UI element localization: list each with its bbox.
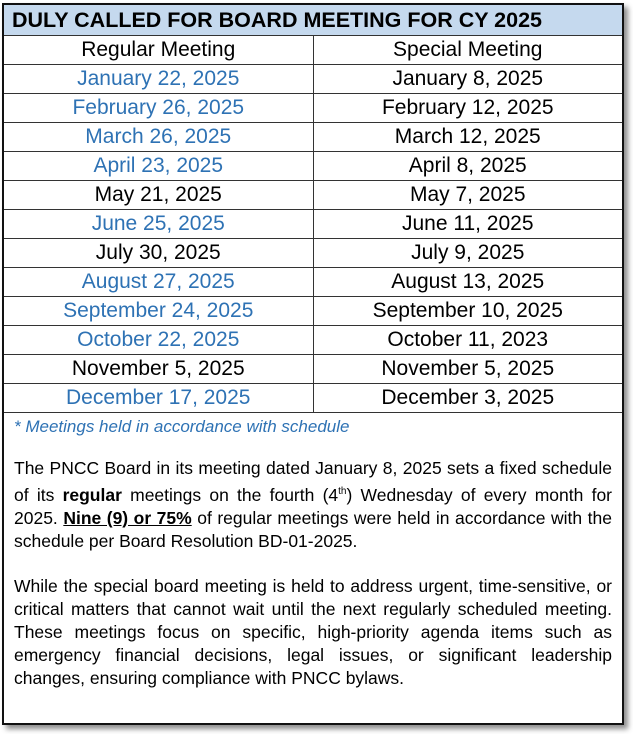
special-meeting-date: May 7, 2025	[313, 181, 622, 210]
special-meeting-date: September 10, 2025	[313, 297, 622, 326]
regular-meeting-date: March 26, 2025	[4, 123, 313, 152]
regular-meeting-date: February 26, 2025	[4, 94, 313, 123]
paragraph1-bold-regular: regular	[62, 484, 122, 505]
schedule-row	[4, 152, 622, 181]
schedule-row	[4, 297, 622, 326]
special-meeting-date: October 11, 2023	[313, 326, 622, 355]
schedule-row	[4, 210, 622, 239]
meeting-schedule-table	[4, 5, 622, 413]
paragraph1-text-1: The PNCC Board in its meeting dated January 8, 2025 sets a fixed schedule of its	[14, 458, 612, 505]
schedule-row	[4, 326, 622, 355]
special-meeting-date: December 3, 2025	[313, 384, 622, 413]
paragraph1-text-2: meetings on the fourth (4	[121, 484, 339, 505]
regular-meeting-date: April 23, 2025	[4, 152, 313, 181]
schedule-row	[4, 123, 622, 152]
schedule-row	[4, 239, 622, 268]
special-meeting-date: April 8, 2025	[313, 152, 622, 181]
schedule-rows	[4, 65, 622, 413]
special-meeting-date: July 9, 2025	[313, 239, 622, 268]
schedule-legend-note: * Meetings held in accordance with schedule	[14, 417, 350, 436]
regular-meeting-date: December 17, 2025	[4, 384, 313, 413]
special-meeting-paragraph: While the special board meeting is held to address urgent, time-sensitive, or critical matters that cannot wait until the next regularly scheduled meeting. These meetings focus on specific, high-priority agenda items such as emergency financial decisions, legal issues, or significant leadership changes, ensuring compliance with PNCC bylaws.	[14, 575, 612, 688]
regular-meeting-date: August 27, 2025	[4, 268, 313, 297]
schedule-row	[4, 268, 622, 297]
regular-meeting-date: June 25, 2025	[4, 210, 313, 239]
column-header-regular: Regular Meeting	[4, 36, 313, 65]
paragraph1-text-3: ) Wednesday of every month for 2025.	[14, 484, 613, 528]
special-meeting-date: June 11, 2025	[313, 210, 622, 239]
regular-meeting-date: November 5, 2025	[4, 355, 313, 384]
schedule-row	[4, 181, 622, 210]
regular-meeting-date: May 21, 2025	[4, 181, 313, 210]
paragraph1-text-4: of regular meetings were held in accordance with the schedule per Board Resolution BD-01-2025.	[14, 507, 612, 551]
schedule-row	[4, 384, 622, 413]
special-meeting-date: February 12, 2025	[313, 94, 622, 123]
special-meeting-date: August 13, 2025	[313, 268, 622, 297]
schedule-row	[4, 65, 622, 94]
regular-meeting-date: September 24, 2025	[4, 297, 313, 326]
regular-meeting-date: January 22, 2025	[4, 65, 313, 94]
schedule-row	[4, 355, 622, 384]
paragraph1-compliance-stat: Nine (9) or 75%	[63, 507, 192, 528]
special-meeting-date: March 12, 2025	[313, 123, 622, 152]
paragraph1-superscript: th	[338, 486, 347, 497]
regular-meeting-paragraph	[4, 457, 622, 553]
schedule-row	[4, 94, 622, 123]
column-header-special: Special Meeting	[313, 36, 622, 65]
special-meeting-date: January 8, 2025	[313, 65, 622, 94]
board-meeting-schedule-card	[2, 3, 624, 725]
regular-meeting-date: July 30, 2025	[4, 239, 313, 268]
table-title: DULY CALLED FOR BOARD MEETING FOR CY 2025	[4, 5, 622, 36]
special-meeting-date: November 5, 2025	[313, 355, 622, 384]
regular-meeting-date: October 22, 2025	[4, 326, 313, 355]
